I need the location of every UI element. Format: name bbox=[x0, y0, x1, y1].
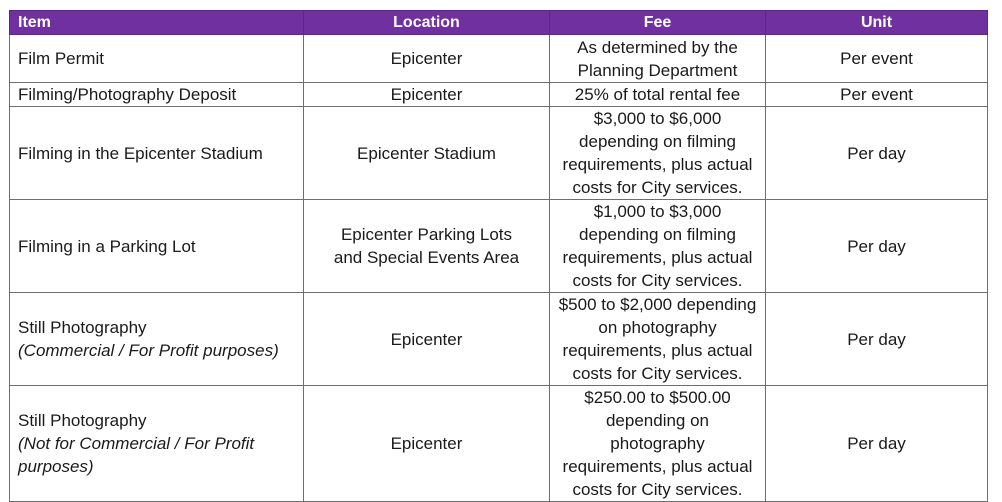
fee-line: requirements, plus actual bbox=[562, 155, 753, 174]
location-line: and Special Events Area bbox=[333, 248, 520, 267]
location-cell: Epicenter bbox=[304, 83, 550, 107]
item-cell bbox=[10, 200, 304, 293]
item-cell bbox=[10, 83, 304, 107]
fee-line: As determined by the bbox=[577, 37, 738, 57]
item-cell bbox=[10, 386, 304, 502]
location-cell: Epicenter bbox=[304, 386, 550, 502]
fee-line: costs for City services. bbox=[572, 364, 743, 383]
unit-cell: Per event bbox=[766, 35, 988, 83]
fee-line: $250.00 to $500.00 bbox=[584, 388, 731, 407]
table-row bbox=[10, 293, 988, 386]
fee-line: on photography bbox=[598, 318, 717, 337]
fee-line: Planning Department bbox=[577, 60, 738, 80]
unit-cell: Per day bbox=[766, 293, 988, 386]
unit-cell: Per day bbox=[766, 200, 988, 293]
fee-line: requirements, plus actual bbox=[562, 457, 753, 476]
item-note: (Commercial / For Profit purposes) bbox=[18, 341, 279, 360]
fee-line: depending on filming bbox=[579, 225, 736, 244]
header-fee: Fee bbox=[550, 11, 766, 35]
location-cell: Epicenter bbox=[304, 293, 550, 386]
fee-line: 25% of total rental fee bbox=[574, 85, 741, 104]
fee-line: $1,000 to $3,000 bbox=[593, 202, 722, 221]
location-cell: Epicenter Stadium bbox=[304, 107, 550, 200]
fee-line: requirements, plus actual bbox=[562, 341, 753, 360]
table-row bbox=[10, 35, 988, 83]
item-name: Filming in the Epicenter Stadium bbox=[18, 143, 263, 163]
item-name: Film Permit bbox=[18, 49, 104, 68]
header-row bbox=[10, 11, 988, 35]
fee-line: $3,000 to $6,000 bbox=[593, 109, 722, 128]
unit-cell: Per day bbox=[766, 386, 988, 502]
item-cell bbox=[10, 293, 304, 386]
fee-line: costs for City services. bbox=[572, 271, 743, 290]
table-body bbox=[10, 35, 988, 502]
fee-line: depending on photography bbox=[605, 411, 710, 453]
unit-cell: Per event bbox=[766, 83, 988, 107]
location-line: Epicenter Parking Lots bbox=[340, 225, 513, 244]
location-cell: Epicenter bbox=[304, 35, 550, 83]
table-row bbox=[10, 200, 988, 293]
item-note: (Not for Commercial / For Profit purposes) bbox=[18, 434, 255, 476]
fee-line: requirements, plus actual bbox=[562, 248, 753, 267]
fee-cell bbox=[550, 35, 766, 83]
item-name: Still Photography bbox=[18, 318, 147, 337]
fee-cell bbox=[550, 107, 766, 200]
item-cell bbox=[10, 35, 304, 83]
fee-cell bbox=[550, 386, 766, 502]
item-name: Still Photography bbox=[18, 411, 147, 430]
fee-table-container bbox=[9, 10, 987, 502]
item-name: Filming in a Parking Lot bbox=[18, 236, 196, 256]
header-item: Item bbox=[10, 11, 304, 35]
table-row bbox=[10, 386, 988, 502]
table-row bbox=[10, 107, 988, 200]
location-cell bbox=[304, 200, 550, 293]
fee-cell bbox=[550, 83, 766, 107]
item-cell bbox=[10, 107, 304, 200]
fee-cell bbox=[550, 200, 766, 293]
header-unit: Unit bbox=[766, 11, 988, 35]
item-name: Filming/Photography Deposit bbox=[18, 85, 237, 104]
unit-cell: Per day bbox=[766, 107, 988, 200]
fee-cell bbox=[550, 293, 766, 386]
fee-table bbox=[9, 10, 988, 502]
header-location: Location bbox=[304, 11, 550, 35]
table-header bbox=[10, 11, 988, 35]
fee-line: costs for City services. bbox=[572, 480, 743, 499]
fee-line: costs for City services. bbox=[572, 178, 743, 197]
table-row bbox=[10, 83, 988, 107]
fee-line: depending on filming bbox=[579, 132, 736, 151]
fee-line: $500 to $2,000 depending bbox=[558, 295, 757, 314]
